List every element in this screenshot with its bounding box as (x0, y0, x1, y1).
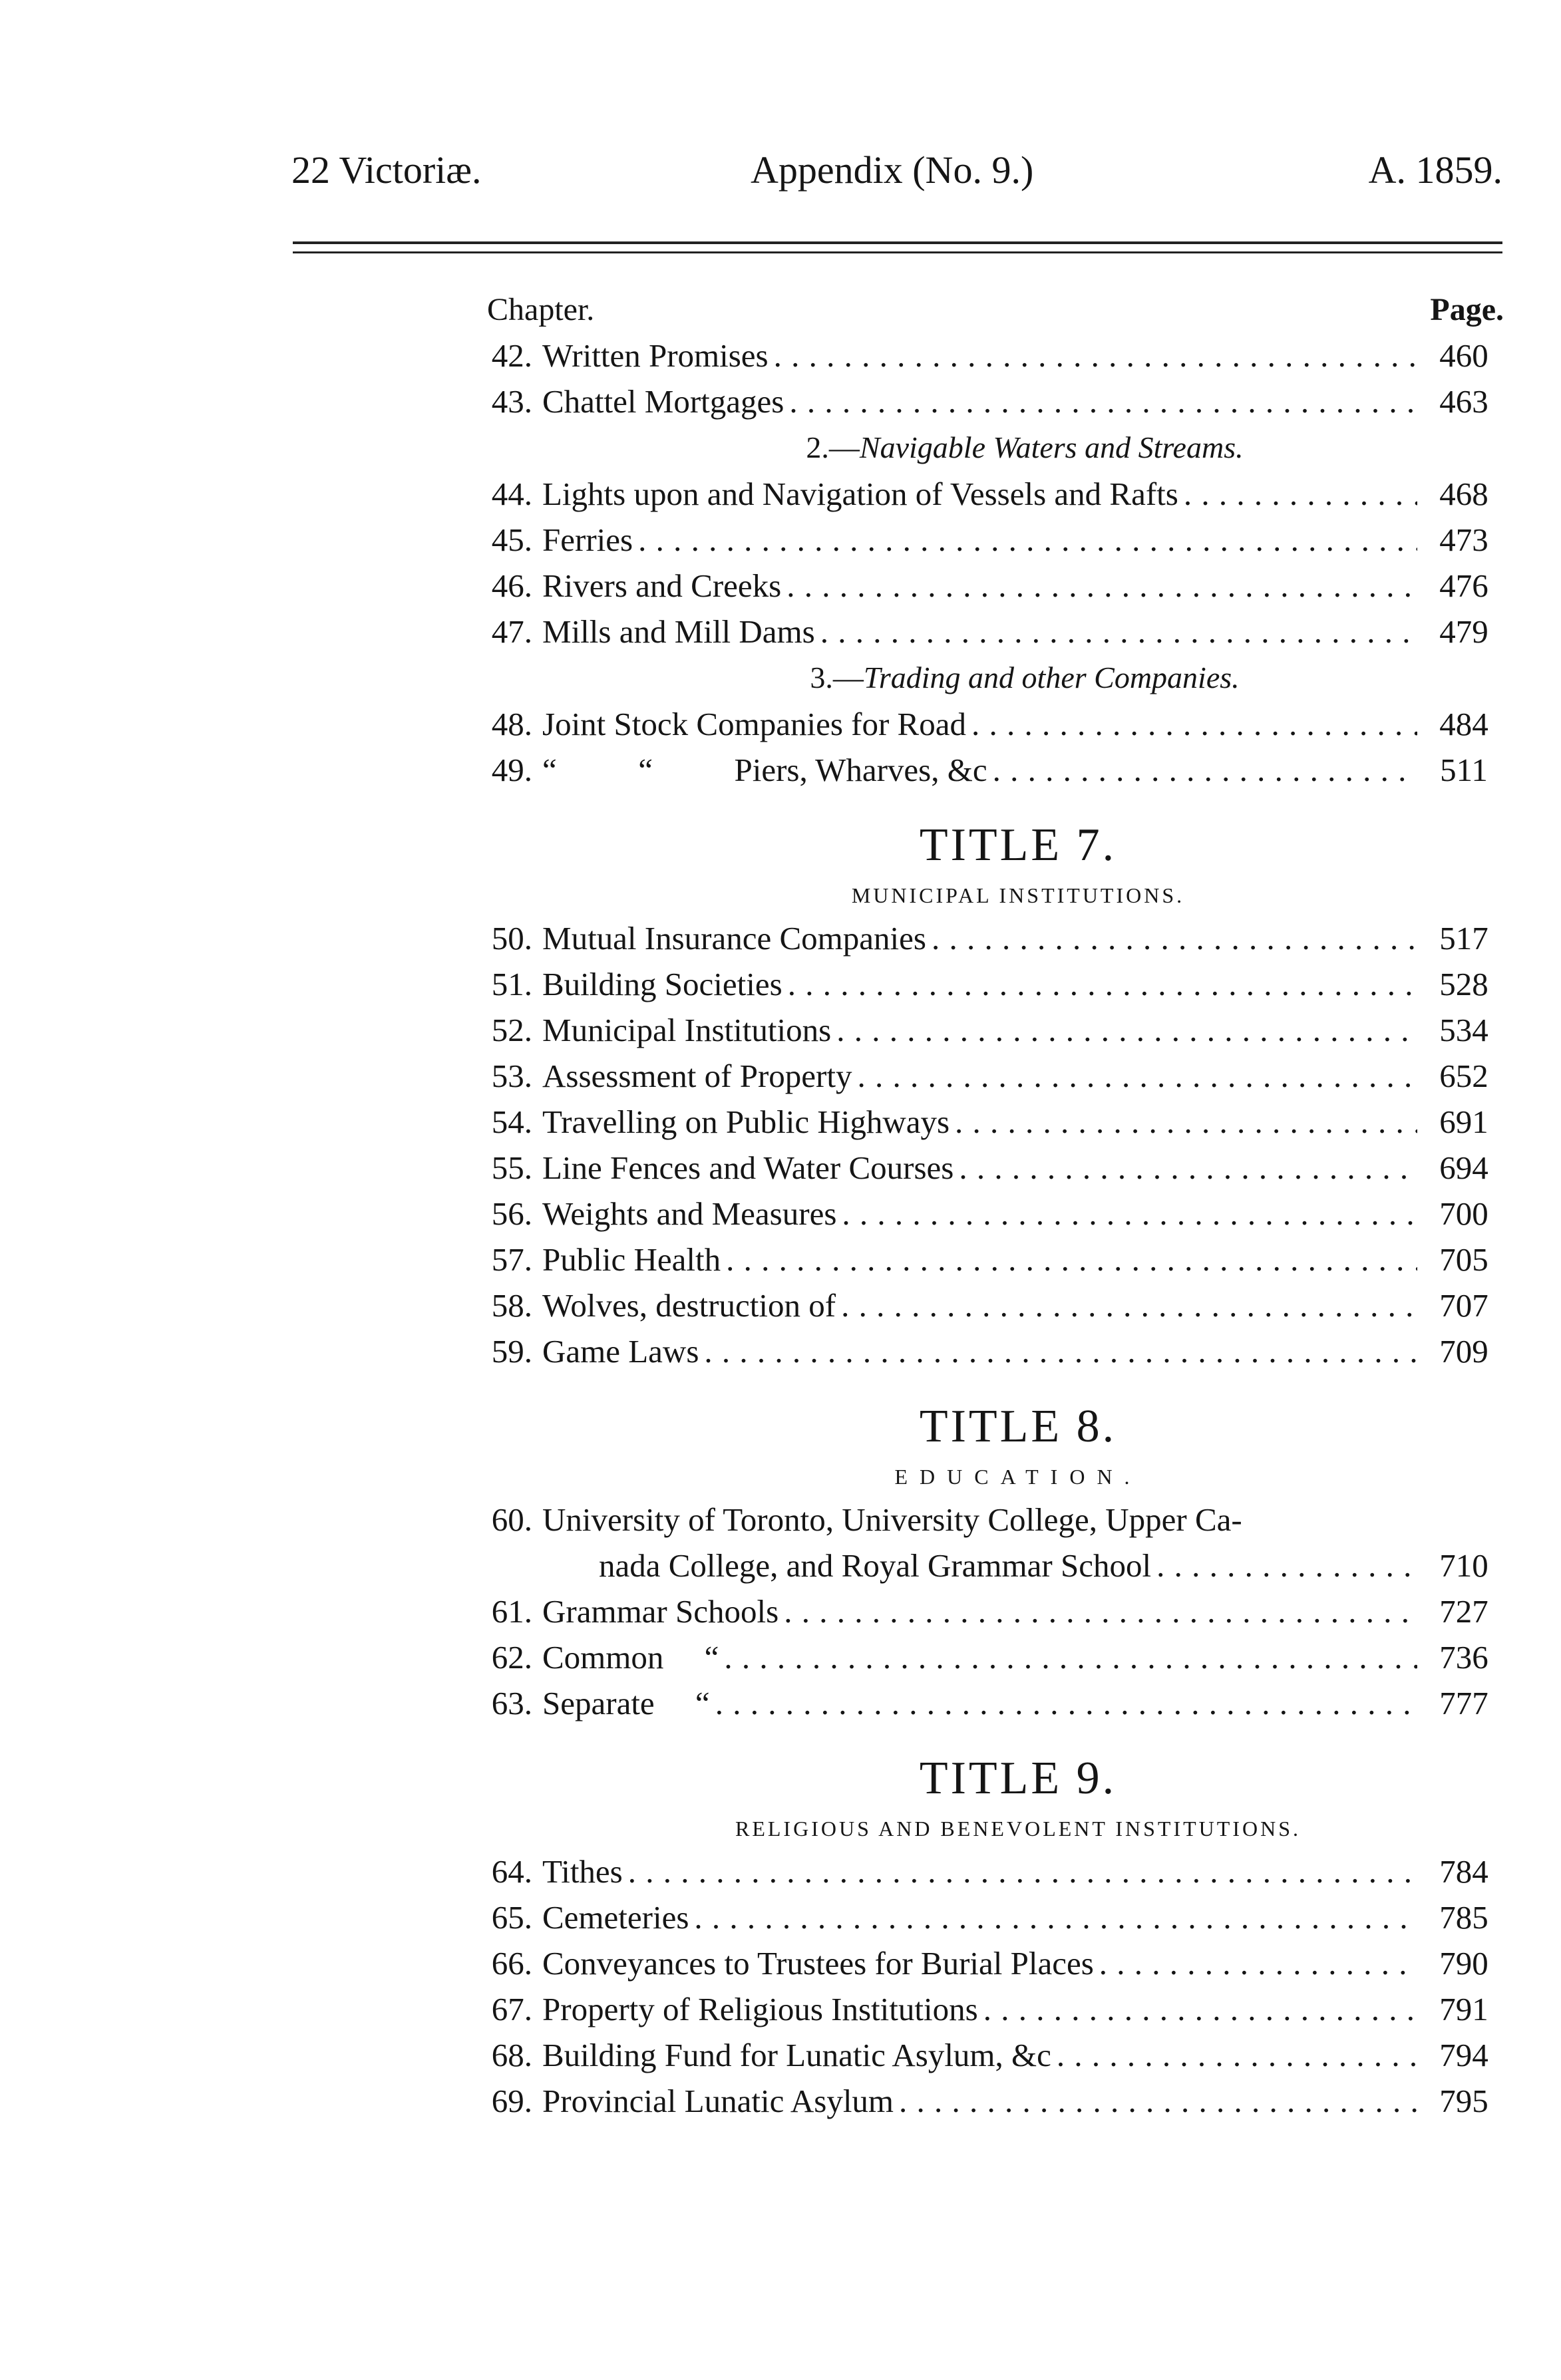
title-9-heading (466, 1742, 1504, 1849)
page-number: 694 (1439, 1149, 1488, 1186)
dot-leader (704, 1328, 1417, 1374)
chapter-title-continued: nada College, and Royal Grammar School (599, 1547, 1152, 1584)
toc-entry (466, 1282, 1504, 1328)
chapter-number: 62. (491, 1639, 532, 1676)
dot-leader (726, 1237, 1417, 1282)
table-of-contents (466, 286, 1504, 2124)
toc-entry (466, 961, 1504, 1007)
dot-leader (971, 701, 1417, 747)
page-number: 784 (1439, 1853, 1488, 1890)
chapter-number: 56. (491, 1195, 532, 1232)
chapter-number: 55. (491, 1149, 532, 1186)
chapter-number: 51. (491, 966, 532, 1002)
toc-entry (466, 1145, 1504, 1191)
toc-entry (466, 915, 1504, 961)
chapter-title: Mutual Insurance Companies (542, 920, 926, 957)
chapter-title: Game Laws (542, 1333, 699, 1370)
page-number: 791 (1439, 1991, 1488, 2027)
dot-leader (842, 1191, 1417, 1237)
dot-leader (857, 1053, 1417, 1099)
chapter-number: 47. (491, 613, 532, 650)
page-number: 794 (1439, 2037, 1488, 2073)
dot-leader (841, 1282, 1417, 1328)
title-8-heading (466, 1390, 1504, 1497)
chapter-number: 60. (491, 1501, 532, 1538)
dot-leader (955, 1099, 1417, 1145)
column-heads (466, 286, 1504, 333)
chapter-number: 57. (491, 1241, 532, 1278)
page-number: 710 (1439, 1547, 1488, 1584)
toc-entry (466, 1007, 1504, 1053)
toc-entry (466, 1634, 1504, 1680)
dot-leader (638, 517, 1417, 563)
toc-entry (466, 1986, 1504, 2032)
dot-leader (932, 915, 1417, 961)
page-number: 777 (1439, 1685, 1488, 1721)
dot-leader (1099, 1940, 1417, 1986)
chapter-number: 48. (491, 706, 532, 742)
toc-entry (466, 609, 1504, 655)
chapter-number: 68. (491, 2037, 532, 2073)
chapter-number: 52. (491, 1012, 532, 1048)
page-number: 473 (1439, 521, 1488, 558)
title-number: TITLE 7. (919, 819, 1117, 871)
chapter-number: 63. (491, 1685, 532, 1721)
page-number: 691 (1439, 1104, 1488, 1140)
chapter-title: Grammar Schools (542, 1593, 779, 1630)
page-number: 707 (1439, 1287, 1488, 1324)
chapter-title: Wolves, destruction of (542, 1287, 836, 1324)
page-number: 463 (1439, 383, 1488, 420)
toc-entry (466, 517, 1504, 563)
page-column-head: Page. (1430, 292, 1504, 327)
dot-leader (694, 1894, 1417, 1940)
dot-leader (789, 378, 1417, 424)
chapter-title: Assessment of Property (542, 1058, 852, 1094)
chapter-number: 65. (491, 1899, 532, 1936)
chapter-number: 69. (491, 2083, 532, 2119)
dot-leader (959, 1145, 1417, 1191)
chapter-title: Conveyances to Trustees for Burial Places (542, 1945, 1094, 1982)
chapter-number: 43. (491, 383, 532, 420)
chapter-title: University of Toronto, University College, Upper Ca- (542, 1501, 1242, 1538)
page-number: 534 (1439, 1012, 1488, 1048)
chapter-number: 54. (491, 1104, 532, 1140)
title-number: TITLE 9. (919, 1753, 1117, 1804)
chapter-title: Travelling on Public Highways (542, 1104, 950, 1140)
page-number: 511 (1440, 752, 1488, 788)
chapter-title: Common “ (542, 1639, 719, 1676)
dot-leader (1156, 1543, 1417, 1588)
toc-entry (466, 1588, 1504, 1634)
page-number: 790 (1439, 1945, 1488, 1982)
chapter-number: 49. (491, 752, 532, 788)
chapter-title: Provincial Lunatic Asylum (542, 2083, 894, 2119)
header-year: A. 1859. (1368, 148, 1502, 192)
page-number: 468 (1439, 476, 1488, 512)
dot-leader (715, 1680, 1417, 1726)
chapter-title: Mills and Mill Dams (542, 613, 815, 650)
toc-entry (466, 563, 1504, 609)
subsection-title: Trading and other Companies. (863, 661, 1240, 694)
chapter-title: Weights and Measures (542, 1195, 837, 1232)
chapter-number: 53. (491, 1058, 532, 1094)
page-number: 528 (1439, 966, 1488, 1002)
page-number: 517 (1439, 920, 1488, 957)
chapter-title: Written Promises (542, 337, 769, 374)
toc-entry (466, 1940, 1504, 1986)
dot-leader (1184, 471, 1417, 517)
chapter-title: Ferries (542, 521, 633, 558)
subsection-number: 2.— (806, 430, 860, 464)
header-session: 22 Victoriæ. (291, 148, 482, 192)
chapter-title: Lights upon and Navigation of Vessels and Rafts (542, 476, 1178, 512)
toc-entry (466, 701, 1504, 747)
chapter-title: Line Fences and Water Courses (542, 1149, 954, 1186)
chapter-title: Building Societies (542, 966, 782, 1002)
toc-entry (466, 2078, 1504, 2124)
page-number: 795 (1439, 2083, 1488, 2119)
toc-entry (466, 471, 1504, 517)
toc-entry (466, 1191, 1504, 1237)
dot-leader (786, 563, 1417, 609)
chapter-number: 50. (491, 920, 532, 957)
toc-entry (466, 1237, 1504, 1282)
page-number: 484 (1439, 706, 1488, 742)
toc-entry (466, 1497, 1504, 1543)
chapter-number: 64. (491, 1853, 532, 1890)
dot-leader (774, 333, 1417, 378)
toc-entry (466, 1680, 1504, 1726)
page-number: 700 (1439, 1195, 1488, 1232)
title-7-heading (466, 809, 1504, 915)
dot-leader (820, 609, 1417, 655)
toc-entry (466, 378, 1504, 424)
chapter-number: 46. (491, 567, 532, 604)
chapter-number: 44. (491, 476, 532, 512)
chapter-number: 59. (491, 1333, 532, 1370)
chapter-number: 66. (491, 1945, 532, 1982)
dot-leader (1057, 2032, 1417, 2078)
chapter-title: Separate “ (542, 1685, 710, 1721)
chapter-title: Chattel Mortgages (542, 383, 784, 420)
chapter-column-head: Chapter. (487, 292, 595, 327)
toc-entry (466, 747, 1504, 793)
dot-leader (724, 1634, 1417, 1680)
chapter-title: “ “ Piers, Wharves, &c (542, 752, 987, 788)
chapter-title: Property of Religious Institutions (542, 1991, 978, 2027)
chapter-number: 45. (491, 521, 532, 558)
header-rule-thin (293, 251, 1502, 253)
chapter-number: 67. (491, 1991, 532, 2027)
title-subject: MUNICIPAL INSTITUTIONS. (851, 883, 1185, 907)
chapter-title: Rivers and Creeks (542, 567, 782, 604)
chapter-title: Building Fund for Lunatic Asylum, &c (542, 2037, 1051, 2073)
toc-entry (466, 1328, 1504, 1374)
subsection-title: Navigable Waters and Streams. (859, 430, 1244, 464)
dot-leader (788, 961, 1417, 1007)
dot-leader (784, 1588, 1417, 1634)
subsection-heading (466, 655, 1504, 701)
toc-entry (466, 1099, 1504, 1145)
subsection-number: 3.— (810, 661, 864, 694)
chapter-title: Public Health (542, 1241, 721, 1278)
toc-entry (466, 1053, 1504, 1099)
dot-leader (836, 1007, 1417, 1053)
page-number: 709 (1439, 1333, 1488, 1370)
toc-entry (466, 1849, 1504, 1894)
page-number: 476 (1439, 567, 1488, 604)
page-header (291, 148, 1502, 208)
toc-entry (466, 1894, 1504, 1940)
page-number: 460 (1439, 337, 1488, 374)
page-number: 727 (1439, 1593, 1488, 1630)
page-number: 736 (1439, 1639, 1488, 1676)
chapter-number: 61. (491, 1593, 532, 1630)
page-number: 785 (1439, 1899, 1488, 1936)
subsection-heading (466, 424, 1504, 471)
header-rule-thick (293, 241, 1502, 244)
dot-leader (983, 1986, 1417, 2032)
page-number: 479 (1439, 613, 1488, 650)
chapter-title: Cemeteries (542, 1899, 689, 1936)
dot-leader (993, 747, 1417, 793)
chapter-title: Municipal Institutions (542, 1012, 832, 1048)
chapter-title: Joint Stock Companies for Road (542, 706, 966, 742)
title-number: TITLE 8. (919, 1401, 1117, 1452)
page-number: 705 (1439, 1241, 1488, 1278)
chapter-title: Tithes (542, 1853, 623, 1890)
chapter-number: 42. (491, 337, 532, 374)
toc-entry-continuation (466, 1543, 1504, 1588)
chapter-number: 58. (491, 1287, 532, 1324)
dot-leader (899, 2078, 1417, 2124)
title-subject: EDUCATION. (894, 1465, 1142, 1489)
toc-entry (466, 2032, 1504, 2078)
header-appendix: Appendix (No. 9.) (751, 148, 1034, 192)
title-subject: RELIGIOUS AND BENEVOLENT INSTITUTIONS. (735, 1817, 1301, 1841)
dot-leader (628, 1849, 1417, 1894)
toc-entry (466, 333, 1504, 378)
page-number: 652 (1439, 1058, 1488, 1094)
